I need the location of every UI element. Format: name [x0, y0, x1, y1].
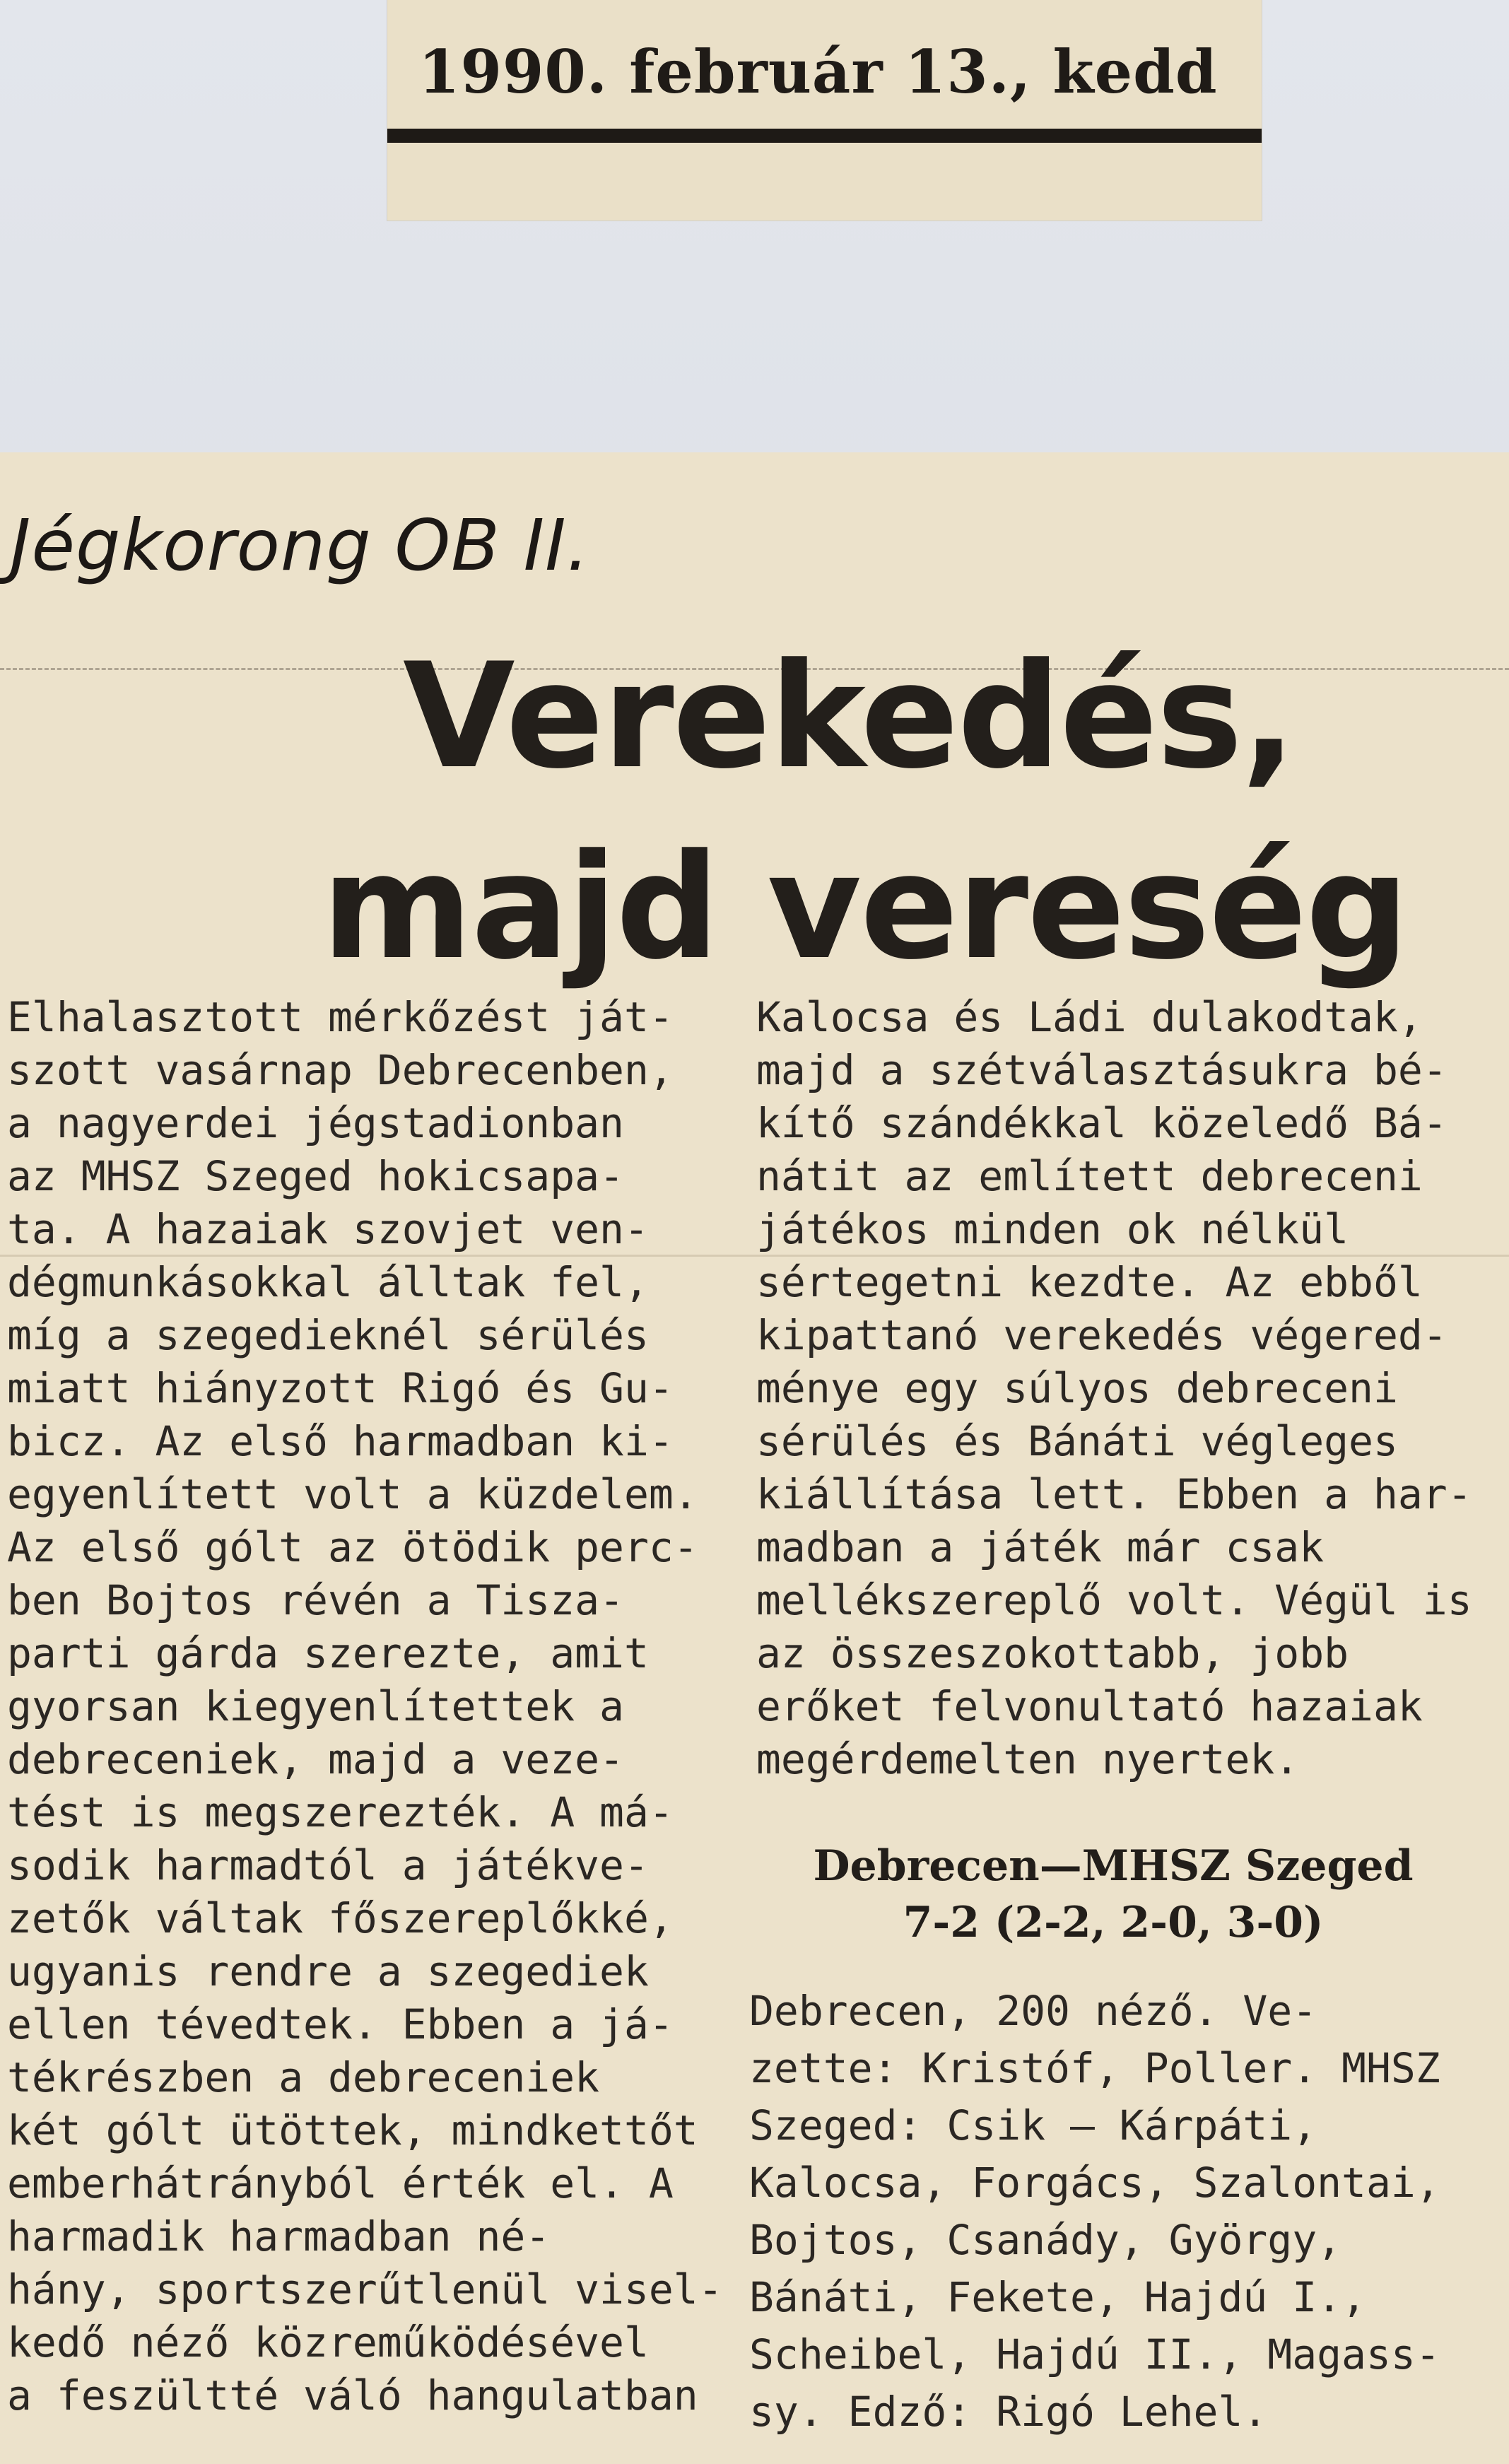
- text-line: Elhalasztott mérkőzést ját-: [7, 993, 674, 1041]
- date-heading: 1990. február 13., kedd: [418, 37, 1218, 107]
- text-line: Kalocsa, Forgács, Szalontai,: [749, 2159, 1440, 2207]
- date-underline-rule: [387, 129, 1262, 143]
- text-line: egyenlített volt a küzdelem.: [7, 1470, 698, 1518]
- text-line: Scheibel, Hajdú II., Magass-: [749, 2330, 1440, 2378]
- text-line: sérülés és Bánáti végleges: [756, 1417, 1398, 1465]
- text-line: harmadik harmadban né-: [7, 2212, 551, 2260]
- text-line: ugyanis rendre a szegediek: [7, 1947, 649, 1995]
- text-line: a feszültté váló hangulatban: [7, 2371, 698, 2419]
- text-line: sy. Edző: Rigó Lehel.: [749, 2388, 1268, 2436]
- text-line: Az első gólt az ötödik perc-: [7, 1523, 698, 1571]
- text-line: gyorsan kiegyenlítettek a: [7, 1682, 624, 1730]
- text-line: kedő néző közreműködésével: [7, 2318, 649, 2366]
- text-line: ellen tévedtek. Ebben a já-: [7, 2000, 674, 2048]
- text-line: majd a szétválasztásukra bé-: [756, 1046, 1448, 1094]
- text-line: Kalocsa és Ládi dulakodtak,: [756, 993, 1423, 1041]
- date-clipping: [387, 0, 1262, 221]
- text-line: ben Bojtos révén a Tisza-: [7, 1576, 624, 1624]
- article-column-right: [756, 991, 1491, 1786]
- article-clipping: [0, 452, 1509, 2464]
- text-line: zette: Kristóf, Poller. MHSZ: [749, 2044, 1440, 2092]
- text-line: mellékszereplő volt. Végül is: [756, 1576, 1472, 1624]
- headline-line-1: Verekedés,: [403, 633, 1296, 801]
- text-line: parti gárda szerezte, amit: [7, 1629, 649, 1677]
- text-line: Debrecen, 200 néző. Ve-: [749, 1987, 1317, 2035]
- result-score: 7-2 (2-2, 2-0, 3-0): [903, 1898, 1324, 1947]
- text-line: Bojtos, Csanády, György,: [749, 2216, 1342, 2264]
- article-column-left: [7, 991, 721, 2422]
- text-line: tékrészben a debreceniek: [7, 2053, 600, 2101]
- text-line: sodik harmadtól a játékve-: [7, 1841, 649, 1889]
- headline-line-2: majd vereség: [322, 823, 1408, 992]
- text-line: kiállítása lett. Ebben a har-: [756, 1470, 1472, 1518]
- text-line: a nagyerdei jégstadionban: [7, 1099, 624, 1147]
- match-lineup: [749, 1983, 1491, 2441]
- text-line: az MHSZ Szeged hokicsapa-: [7, 1152, 624, 1200]
- text-line: kítő szándékkal közeledő Bá-: [756, 1099, 1448, 1147]
- text-line: bicz. Az első harmadban ki-: [7, 1417, 674, 1465]
- text-line: ménye egy súlyos debreceni: [756, 1364, 1398, 1412]
- text-line: ta. A hazaiak szovjet ven-: [7, 1205, 649, 1253]
- text-line: tést is megszerezték. A má-: [7, 1788, 674, 1836]
- text-line: erőket felvonultató hazaiak: [756, 1682, 1423, 1730]
- text-line: megérdemelten nyertek.: [756, 1735, 1300, 1783]
- text-line: zetők váltak főszereplőkké,: [7, 1894, 674, 1942]
- text-line: debreceniek, majd a veze-: [7, 1735, 624, 1783]
- text-line: emberhátrányból érték el. A: [7, 2159, 674, 2207]
- text-line: szott vasárnap Debrecenben,: [7, 1046, 674, 1094]
- text-line: Szeged: Csik — Kárpáti,: [749, 2101, 1317, 2149]
- text-line: játékos minden ok nélkül: [756, 1205, 1349, 1253]
- match-result: [760, 1838, 1467, 1951]
- text-line: míg a szegedieknél sérülés: [7, 1311, 649, 1359]
- text-line: nátit az említett debreceni: [756, 1152, 1423, 1200]
- text-line: két gólt ütöttek, mindkettőt: [7, 2106, 698, 2154]
- section-kicker: Jégkorong OB II.: [10, 504, 590, 587]
- result-teams: Debrecen—MHSZ Szeged: [813, 1841, 1414, 1891]
- text-line: az összeszokottabb, jobb: [756, 1629, 1349, 1677]
- text-line: hány, sportszerűtlenül visel-: [7, 2265, 723, 2313]
- text-line: Bánáti, Fekete, Hajdú I.,: [749, 2273, 1366, 2321]
- text-line: dégmunkásokkal álltak fel,: [7, 1258, 649, 1306]
- text-line: madban a játék már csak: [756, 1523, 1325, 1571]
- text-line: sértegetni kezdte. Az ebből: [756, 1258, 1423, 1306]
- text-line: miatt hiányzott Rigó és Gu-: [7, 1364, 674, 1412]
- text-line: kipattanó verekedés végered-: [756, 1311, 1448, 1359]
